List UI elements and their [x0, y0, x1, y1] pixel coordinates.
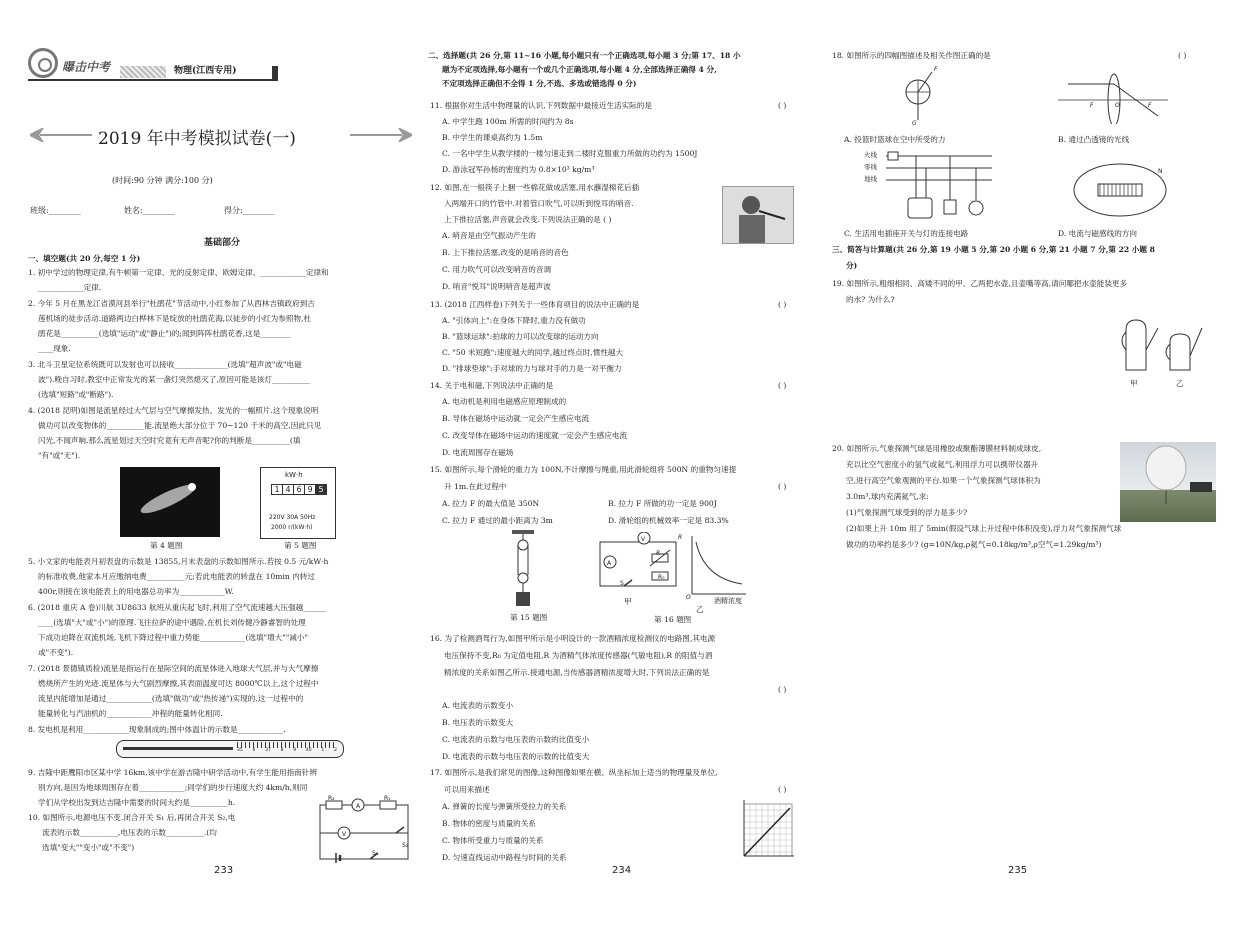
thermo-tick: 6: [252, 748, 256, 753]
q6-line: 或"不变").: [38, 648, 74, 657]
q19-line: 的水? 为什么?: [846, 295, 895, 304]
q12-option[interactable]: D. 哨音"悦耳"说明哨音是超声波: [442, 282, 551, 291]
q3-line: 3. 北斗卫星定位系统既可以发射也可以接收______________(选填"超声波"或"电磁: [28, 360, 302, 369]
q11-option[interactable]: D. 游泳冠军孙杨的密度约为 0.8×10³ kg/m³: [442, 165, 595, 174]
q16-jia-label: 甲: [624, 597, 632, 606]
q15-stem: 升 1m.在此过程中: [444, 482, 507, 491]
q15-bracket: ( ): [778, 482, 787, 491]
header-stripe: [120, 66, 166, 78]
class-field[interactable]: 班级:________: [30, 206, 81, 215]
q12-boy-photo: [722, 186, 794, 244]
q3-line: 波").晚自习时,教室中正常发光的某一盏灯突然熄灭了,原因可能是该灯__________: [38, 375, 310, 384]
page-235: [830, 0, 1220, 932]
meter-spec1: 220V 30A 50Hz: [269, 514, 316, 521]
q14-stem: 14. 关于电和磁,下列说法中正确的是: [430, 381, 554, 390]
part2-heading: 不定项选择正确但不全得 1 分,不选、多选或错选得 0 分): [442, 79, 637, 88]
page-number: 234: [612, 865, 632, 876]
part3-heading: 三、简答与计算题(共 26 分,第 19 小题 5 分,第 20 小题 6 分,第 21 小题 7 分,第 22 小题 8: [832, 245, 1155, 254]
q18-basketball-figure: [896, 66, 946, 124]
fig4-caption: 第 4 题图: [150, 541, 183, 550]
q18-option[interactable]: B. 通过凸透镜的光线: [1058, 135, 1130, 144]
q15-option[interactable]: D. 滑轮组的机械效率一定是 83.3%: [608, 516, 729, 525]
q16-voltmeter-label: V: [641, 536, 646, 543]
page-234: [428, 0, 820, 932]
page-233: [28, 0, 416, 932]
part3-heading: 分): [846, 261, 858, 270]
fire-wire-label: 火线: [864, 151, 877, 159]
q10-ammeter-label: A: [356, 803, 361, 810]
q18-g-label: G: [912, 120, 917, 127]
q20-line: 20. 如图所示,气象探测气球是用橡胶或聚酯薄膜材料制成球皮,: [832, 444, 1042, 453]
thermo-tick: 2: [334, 748, 337, 753]
page-number: 233: [214, 865, 234, 876]
q9-line: 别方向,是因为地球周围存在着____________;同学们的步行速度大约 4km/h,则同: [38, 783, 308, 792]
q16-ammeter-label: A: [607, 560, 612, 567]
meter-digit: 1: [272, 485, 283, 494]
q7-line: 燃烧所产生的光迹.流星体与大气剧烈摩擦,其表面温度可达 8000℃以上,这个过程中: [38, 679, 319, 688]
q11-option[interactable]: C. 一名中学生从教学楼的一楼匀速走到二楼时克服重力所做的功约为 1500J: [442, 149, 698, 158]
q13-option[interactable]: B. "篮球运球":拍球的力可以改变球的运动方向: [442, 332, 599, 341]
q7-line: 7. (2018 景德镇质检)流星是指运行在星际空间的流星体进入地球大气层,并与大气摩擦: [28, 664, 319, 673]
thermometer-ticks: [237, 748, 337, 753]
q9-line: 9. 吉隆中距鹰阳市区某中学 16km,该中学在游吉隆中研学活动中,有学生能用指南针辨: [28, 768, 317, 777]
arrow-right-icon: [350, 128, 412, 142]
q14-option[interactable]: B. 导体在磁场中运动就一定会产生感应电流: [442, 414, 590, 423]
section-basic: 基础部分: [204, 238, 241, 248]
logo-text: 曝击中考: [62, 60, 111, 74]
meter-digit: 4: [283, 485, 294, 494]
q19-yi-label: 乙: [1176, 379, 1184, 388]
q17-linear-graph: [738, 800, 794, 860]
q12-option[interactable]: B. 上下推拉活塞,改变的是哨音的音色: [442, 248, 569, 257]
q8-line: 8. 发电机是利用____________现象制成的;图中体温计的示数是____________.: [28, 725, 286, 734]
q18-option[interactable]: C. 生活用电插座开关与灯的连接电路: [844, 229, 969, 238]
part1-heading: 一、填空题(共 20 分,每空 1 分): [28, 254, 141, 263]
q6-line: ____(选填"大"或"小")的原理.飞往拉萨的途中遇险,在机长刘传健冷静睿智的处理: [38, 618, 306, 627]
q15-stem: 15. 如图所示,每个滑轮的重力为 100N,不计摩擦与绳重,用此滑轮组将 500N 的重物匀速提: [430, 465, 737, 474]
q16-stem: 16. 为了检测酒驾行为,如图甲所示是小明设计的一款酒精浓度检测仪的电路图,其电源: [430, 634, 716, 643]
q18-lens-f-right: F: [1148, 102, 1152, 109]
q20-balloon-photo: [1120, 442, 1216, 522]
q19-jia-label: 甲: [1130, 379, 1138, 388]
q5-line: 的标准收费,他家本月应缴纳电费__________元;若此电能表的转盘在 10min 内转过: [38, 572, 315, 581]
q17-option[interactable]: A. 弹簧的长度与弹簧所受拉力的关系: [442, 802, 567, 811]
q15-option[interactable]: B. 拉力 F 所做的功一定是 900J: [608, 499, 717, 508]
q13-bracket: ( ): [778, 300, 787, 309]
q13-option[interactable]: A. "引体向上":在身体下降时,重力没有做功: [442, 316, 586, 325]
fig5-caption: 第 5 题图: [284, 541, 317, 550]
meter-digit: 5: [316, 485, 326, 494]
thermo-tick: 1: [321, 748, 325, 753]
q20-line: (1)气象探测气球受到的浮力是多少?: [846, 508, 968, 517]
q14-option[interactable]: D. 电流周围存在磁场: [442, 448, 514, 457]
q18-option[interactable]: A. 投篮时篮球在空中所受的力: [844, 135, 946, 144]
q16-r-label: R: [656, 550, 661, 557]
header-rule: [28, 79, 278, 81]
q2-line: 鹃花是__________(选填"运动"或"静止")的;闻到阵阵杜鹃花香,这是________: [38, 329, 291, 338]
meteor-photo: [120, 467, 220, 537]
q1-line: ____________定律.: [38, 283, 102, 292]
q16-graph-y-label: R: [678, 534, 683, 541]
q18-household-circuit: [886, 150, 992, 226]
q4-line: 闪光,不闻声响.那么流星划过天空时究竟有无声音呢?你的判断是__________(填: [38, 436, 301, 445]
q20-line: 空,进行高空气象观测的平台.如果一个气象探测气球体积为: [846, 476, 1041, 485]
q10-voltmeter-label: V: [342, 831, 347, 838]
q16-graph-origin: O: [686, 594, 691, 601]
q17-stem: 可以用来描述: [444, 785, 490, 794]
q18-lens-figure: [1058, 64, 1168, 124]
q12-option[interactable]: C. 用力吹气可以改变哨音的音调: [442, 265, 552, 274]
q17-bracket: ( ): [778, 785, 787, 794]
q4-line: 4. (2018 昆明)如图是流星经过大气层与空气摩擦发热、发光的一幅照片.这个现象说明: [28, 406, 319, 415]
thermo-tick: 9: [293, 748, 297, 753]
q13-stem: 13. (2018 江西样卷)下列关于一些体育项目的说法中正确的是: [430, 300, 640, 309]
q18-n-label: N: [1158, 168, 1163, 175]
arrow-left-icon: [30, 128, 92, 142]
q18-lens-o: O: [1115, 102, 1120, 109]
q18-stem: 18. 如图所示的四幅图描述及相关作图正确的是: [832, 51, 991, 60]
q20-line: 充以比空气密度小的氢气或氦气,利用浮力可以携带仪器升: [846, 460, 1039, 469]
q5-line: 400r,则接在该电能表上的用电器总功率为____________W.: [38, 587, 234, 596]
q15-option[interactable]: C. 拉力 F 通过的最小距离为 3m: [442, 516, 553, 525]
q12-stem: 上下推拉活塞,声音就会改变.下列说法正确的是 ( ): [444, 215, 612, 224]
q2-line: ____现象.: [38, 344, 71, 353]
q16-stem: 精浓度的关系如图乙所示.接通电源,当传感器酒精浓度增大时,下列说法正确的是: [444, 668, 710, 677]
meter-unit: kW·h: [285, 471, 303, 479]
q16-stem: 电压保持不变,R₀ 为定值电阻,R 为酒精气体浓度传感器(气敏电阻),R 的阻值与酒: [444, 651, 713, 660]
meter-spec2: 2000 r/(kW·h): [271, 524, 313, 531]
q18-f-label: F: [934, 66, 938, 73]
q14-option[interactable]: C. 改变导体在磁场中运动的速度就一定会产生感应电流: [442, 431, 628, 440]
q17-stem: 17. 如图所示,是我们常见的图像,这种图像如果在横、纵坐标加上适当的物理量及单位,: [430, 768, 718, 777]
score-field[interactable]: 得分:________: [224, 206, 275, 215]
q11-option[interactable]: A. 中学生跑 100m 所需的时间约为 8s: [442, 117, 574, 126]
ground-wire-label: 地线: [864, 175, 877, 183]
q18-coil-figure: [1070, 160, 1170, 222]
q17-option[interactable]: D. 匀速直线运动中路程与时间的关系: [442, 853, 567, 862]
target-logo-icon: [28, 48, 58, 78]
q11-option[interactable]: B. 中学生的课桌高约为 1.5m: [442, 133, 543, 142]
q6-line: 6. (2018 重庆 A 卷)川航 3U8633 航班从重庆起飞时,利用了空气流速越大压强越______: [28, 603, 327, 612]
q10-r1-label: R₁: [384, 795, 391, 802]
q10-s1-label: S₁: [372, 850, 379, 857]
q7-line: 流星内能增加是通过____________(选填"做功"或"热传递")实现的,这一过程中的: [38, 694, 304, 703]
meter-digits: [271, 484, 327, 495]
thermo-tick: 37: [265, 748, 271, 753]
meter-digit: 6: [294, 485, 305, 494]
q17-option[interactable]: B. 物体的密度与质量的关系: [442, 819, 536, 828]
q10-line: 选填"变大""变小"或"不变"): [42, 843, 135, 852]
q3-line: (选填"短路"或"断路").: [38, 390, 114, 399]
q17-option[interactable]: C. 物体所受重力与质量的关系: [442, 836, 544, 845]
q20-line: 3.0m³,球内充满氦气,求:: [846, 492, 929, 501]
q16-yi-label: 乙: [696, 605, 704, 614]
q11-bracket: ( ): [778, 101, 787, 110]
q18-option[interactable]: D. 电流与磁感线的方向: [1058, 229, 1137, 238]
q18-lens-f-left: F: [1090, 102, 1094, 109]
q2-line: 莲机场的徒步活动.道路两边白桦林下是绽放的杜鹃花海,以徒步的小红为参照物,杜: [38, 314, 312, 323]
q16-option[interactable]: A. 电流表的示数变小: [442, 701, 514, 710]
thermo-tick: 35: [237, 748, 243, 753]
q11-stem: 11. 根据你对生活中物理量的认识,下列数据中最接近生活实际的是: [430, 101, 652, 110]
header-tab: [272, 66, 278, 80]
thermometer: [116, 740, 344, 758]
q13-option[interactable]: C. "50 米短跑":速度越大的同学,越过终点时,惯性越大: [442, 348, 624, 357]
q16-option[interactable]: B. 电压表的示数变大: [442, 718, 514, 727]
q19-kettles-figure: [1118, 310, 1204, 376]
q16-s-label: S: [620, 580, 624, 587]
meter-digit: 9: [305, 485, 316, 494]
q16-option[interactable]: C. 电流表的示数与电压表的示数的比值变小: [442, 735, 590, 744]
q14-bracket: ( ): [778, 381, 787, 390]
thermo-tick: 8: [280, 748, 284, 753]
q12-stem: 12. 如图,在一根筷子上捆一些棉花做成活塞,用水蘸湿棉花后插: [430, 183, 640, 192]
q12-option[interactable]: A. 哨音是由空气振动产生的: [442, 231, 536, 240]
zero-wire-label: 零线: [864, 163, 877, 171]
part2-heading: 题为不定项选择,每小题有一个或几个正确选项,每小题 4 分,全部选择正确得 4 分,: [442, 65, 717, 74]
fig15-caption: 第 15 题图: [510, 613, 548, 622]
q16-resistance-graph: [686, 532, 748, 598]
q10-s2-label: S₂: [402, 842, 409, 849]
q15-pulley-figure: [508, 530, 538, 610]
q20-line: 做功的功率约是多少? (g=10N/kg,ρ氦气=0.18kg/m³,ρ空气=1.29kg/m³): [846, 540, 1102, 549]
q16-option[interactable]: D. 电流表的示数与电压表的示数的比值变大: [442, 752, 590, 761]
q7-line: 能量转化与汽油机的____________冲程的能量转化相同.: [38, 709, 223, 718]
q10-line: 流表的示数__________,电压表的示数__________.(均: [42, 828, 217, 837]
q12-stem: 入两端开口的竹管中.对着管口吹气,可以听到悦耳的哨音.: [444, 199, 634, 208]
subject-label: 物理(江西专用): [174, 66, 237, 76]
q10-line: 10. 如图所示,电源电压不变.闭合开关 S₁ 后,再闭合开关 S₂,电: [28, 813, 236, 822]
q4-line: "有"或"无").: [38, 451, 81, 460]
q16-graph-x-label: 酒精浓度: [714, 597, 742, 605]
q9-line: 学们从学校出发到达吉隆中需要的时间大约是__________h.: [38, 798, 236, 807]
part2-heading: 二、选择题(共 26 分,第 11~16 小题,每小题只有一个正确选项,每小题 3 分;第 17、18 小: [428, 51, 741, 60]
fig16-caption: 第 16 题图: [654, 615, 692, 624]
thermo-tick: 40: [305, 748, 312, 753]
q16-bracket: ( ): [778, 685, 787, 694]
q15-option[interactable]: A. 拉力 F 的最大值是 350N: [442, 499, 540, 508]
q18-bracket: ( ): [1178, 51, 1187, 60]
q1-line: 1. 初中学过的物理定律,有牛顿第一定律、光的反射定律、欧姆定律、____________定律和: [28, 268, 329, 277]
q13-option[interactable]: D. "排球垫球":手对球的力与球对手的力是一对平衡力: [442, 364, 622, 373]
q4-line: 做功可以改变物体的__________能.流星绝大部分位于 70~120 千米的高空,因此只见: [38, 421, 322, 430]
page-number: 235: [1008, 865, 1028, 876]
time-score: (时间:90 分钟 满分:100 分): [112, 176, 213, 185]
q16-r0-label: R₀: [658, 574, 665, 581]
q20-line: (2)如果上升 10m 用了 5min(假设气球上升过程中体积没变),浮力对气象探测气球: [846, 524, 1122, 533]
q14-option[interactable]: A. 电动机是利用电磁感应原理制成的: [442, 397, 567, 406]
thermometer-mercury: [123, 747, 233, 750]
name-field[interactable]: 姓名:________: [124, 206, 175, 215]
exam-title: 2019 年中考模拟试卷(一): [98, 129, 296, 149]
q19-line: 19. 如图所示,粗细相同、高矮不同的甲、乙两把水壶,且壶嘴等高,请问哪把水壶能装更多: [832, 279, 1128, 288]
q10-r2-label: R₂: [328, 795, 335, 802]
q6-line: 下成功迫降在双流机场,飞机下降过程中重力势能____________(选填"增大""减小": [38, 633, 308, 642]
q5-line: 5. 小文家的电能表月初表盘的示数是 13855,月末表盘的示数如图所示.若按 0.5 元/kW·h: [28, 557, 329, 566]
q2-line: 2. 今年 5 月在黑龙江省漠河县举行"杜鹃花"节活动中,小红参加了从西林吉镇政府到古: [28, 299, 315, 308]
energy-meter: [260, 467, 336, 539]
q10-circuit: [316, 797, 412, 863]
